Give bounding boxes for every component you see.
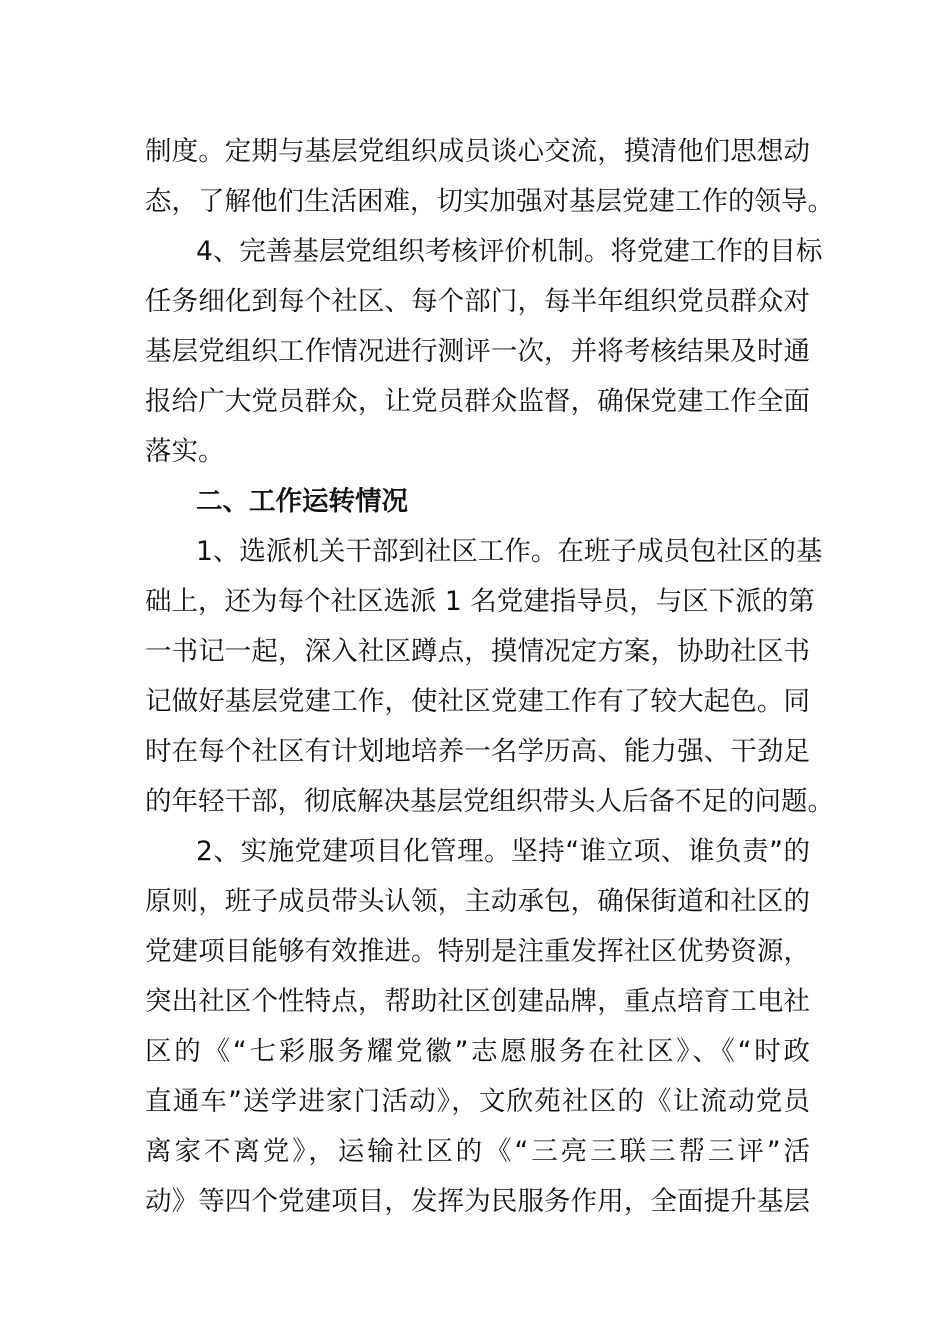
paragraph-line: 报给广大党员群众，让党员群众监督，确保党建工作全面 (145, 386, 810, 417)
paragraph-line: 一书记一起，深入社区蹲点，摸情况定方案，协助社区书 (145, 636, 810, 667)
section-heading: 二、工作运转情况 (196, 486, 408, 517)
paragraph-line: 时在每个社区有计划地培养一名学历高、能力强、干劲足 (145, 736, 810, 767)
paragraph-line: 记做好基层党建工作，使社区党建工作有了较大起色。同 (145, 686, 810, 717)
paragraph-line: 直通车”送学进家门活动》，文欣苑社区的《让流动党员 (145, 1086, 810, 1117)
paragraph-line: 离家不离党》，运输社区的《“三亮三联三帮三评”活 (145, 1136, 810, 1167)
paragraph-line: 础上，还为每个社区选派 1 名党建指导员，与区下派的第 (145, 586, 815, 617)
paragraph-line: 2、实施党建项目化管理。坚持“谁立项、谁负责”的 (196, 836, 810, 867)
paragraph-line: 1、选派机关干部到社区工作。在班子成员包社区的基 (196, 536, 823, 567)
paragraph-line: 的年轻干部，彻底解决基层党组织带头人后备不足的问题。 (145, 786, 834, 817)
paragraph-line: 4、完善基层党组织考核评价机制。将党建工作的目标 (196, 236, 823, 267)
paragraph-line: 态，了解他们生活困难，切实加强对基层党建工作的领导。 (145, 186, 834, 217)
paragraph-line: 任务细化到每个社区、每个部门，每半年组织党员群众对 (145, 286, 810, 317)
paragraph-line: 动》等四个党建项目，发挥为民服务作用，全面提升基层 (145, 1186, 810, 1217)
paragraph-line: 制度。定期与基层党组织成员谈心交流，摸清他们思想动 (145, 136, 810, 167)
paragraph-line: 党建项目能够有效推进。特别是注重发挥社区优势资源， (145, 936, 810, 967)
paragraph-line: 区的《“七彩服务耀党徽”志愿服务在社区》、《“时政 (145, 1036, 810, 1067)
paragraph-line: 原则，班子成员带头认领，主动承包，确保街道和社区的 (145, 886, 810, 917)
paragraph-line: 突出社区个性特点，帮助社区创建品牌，重点培育工电社 (145, 986, 810, 1017)
paragraph-line: 基层党组织工作情况进行测评一次，并将考核结果及时通 (145, 336, 810, 367)
paragraph-line: 落实。 (145, 436, 225, 467)
